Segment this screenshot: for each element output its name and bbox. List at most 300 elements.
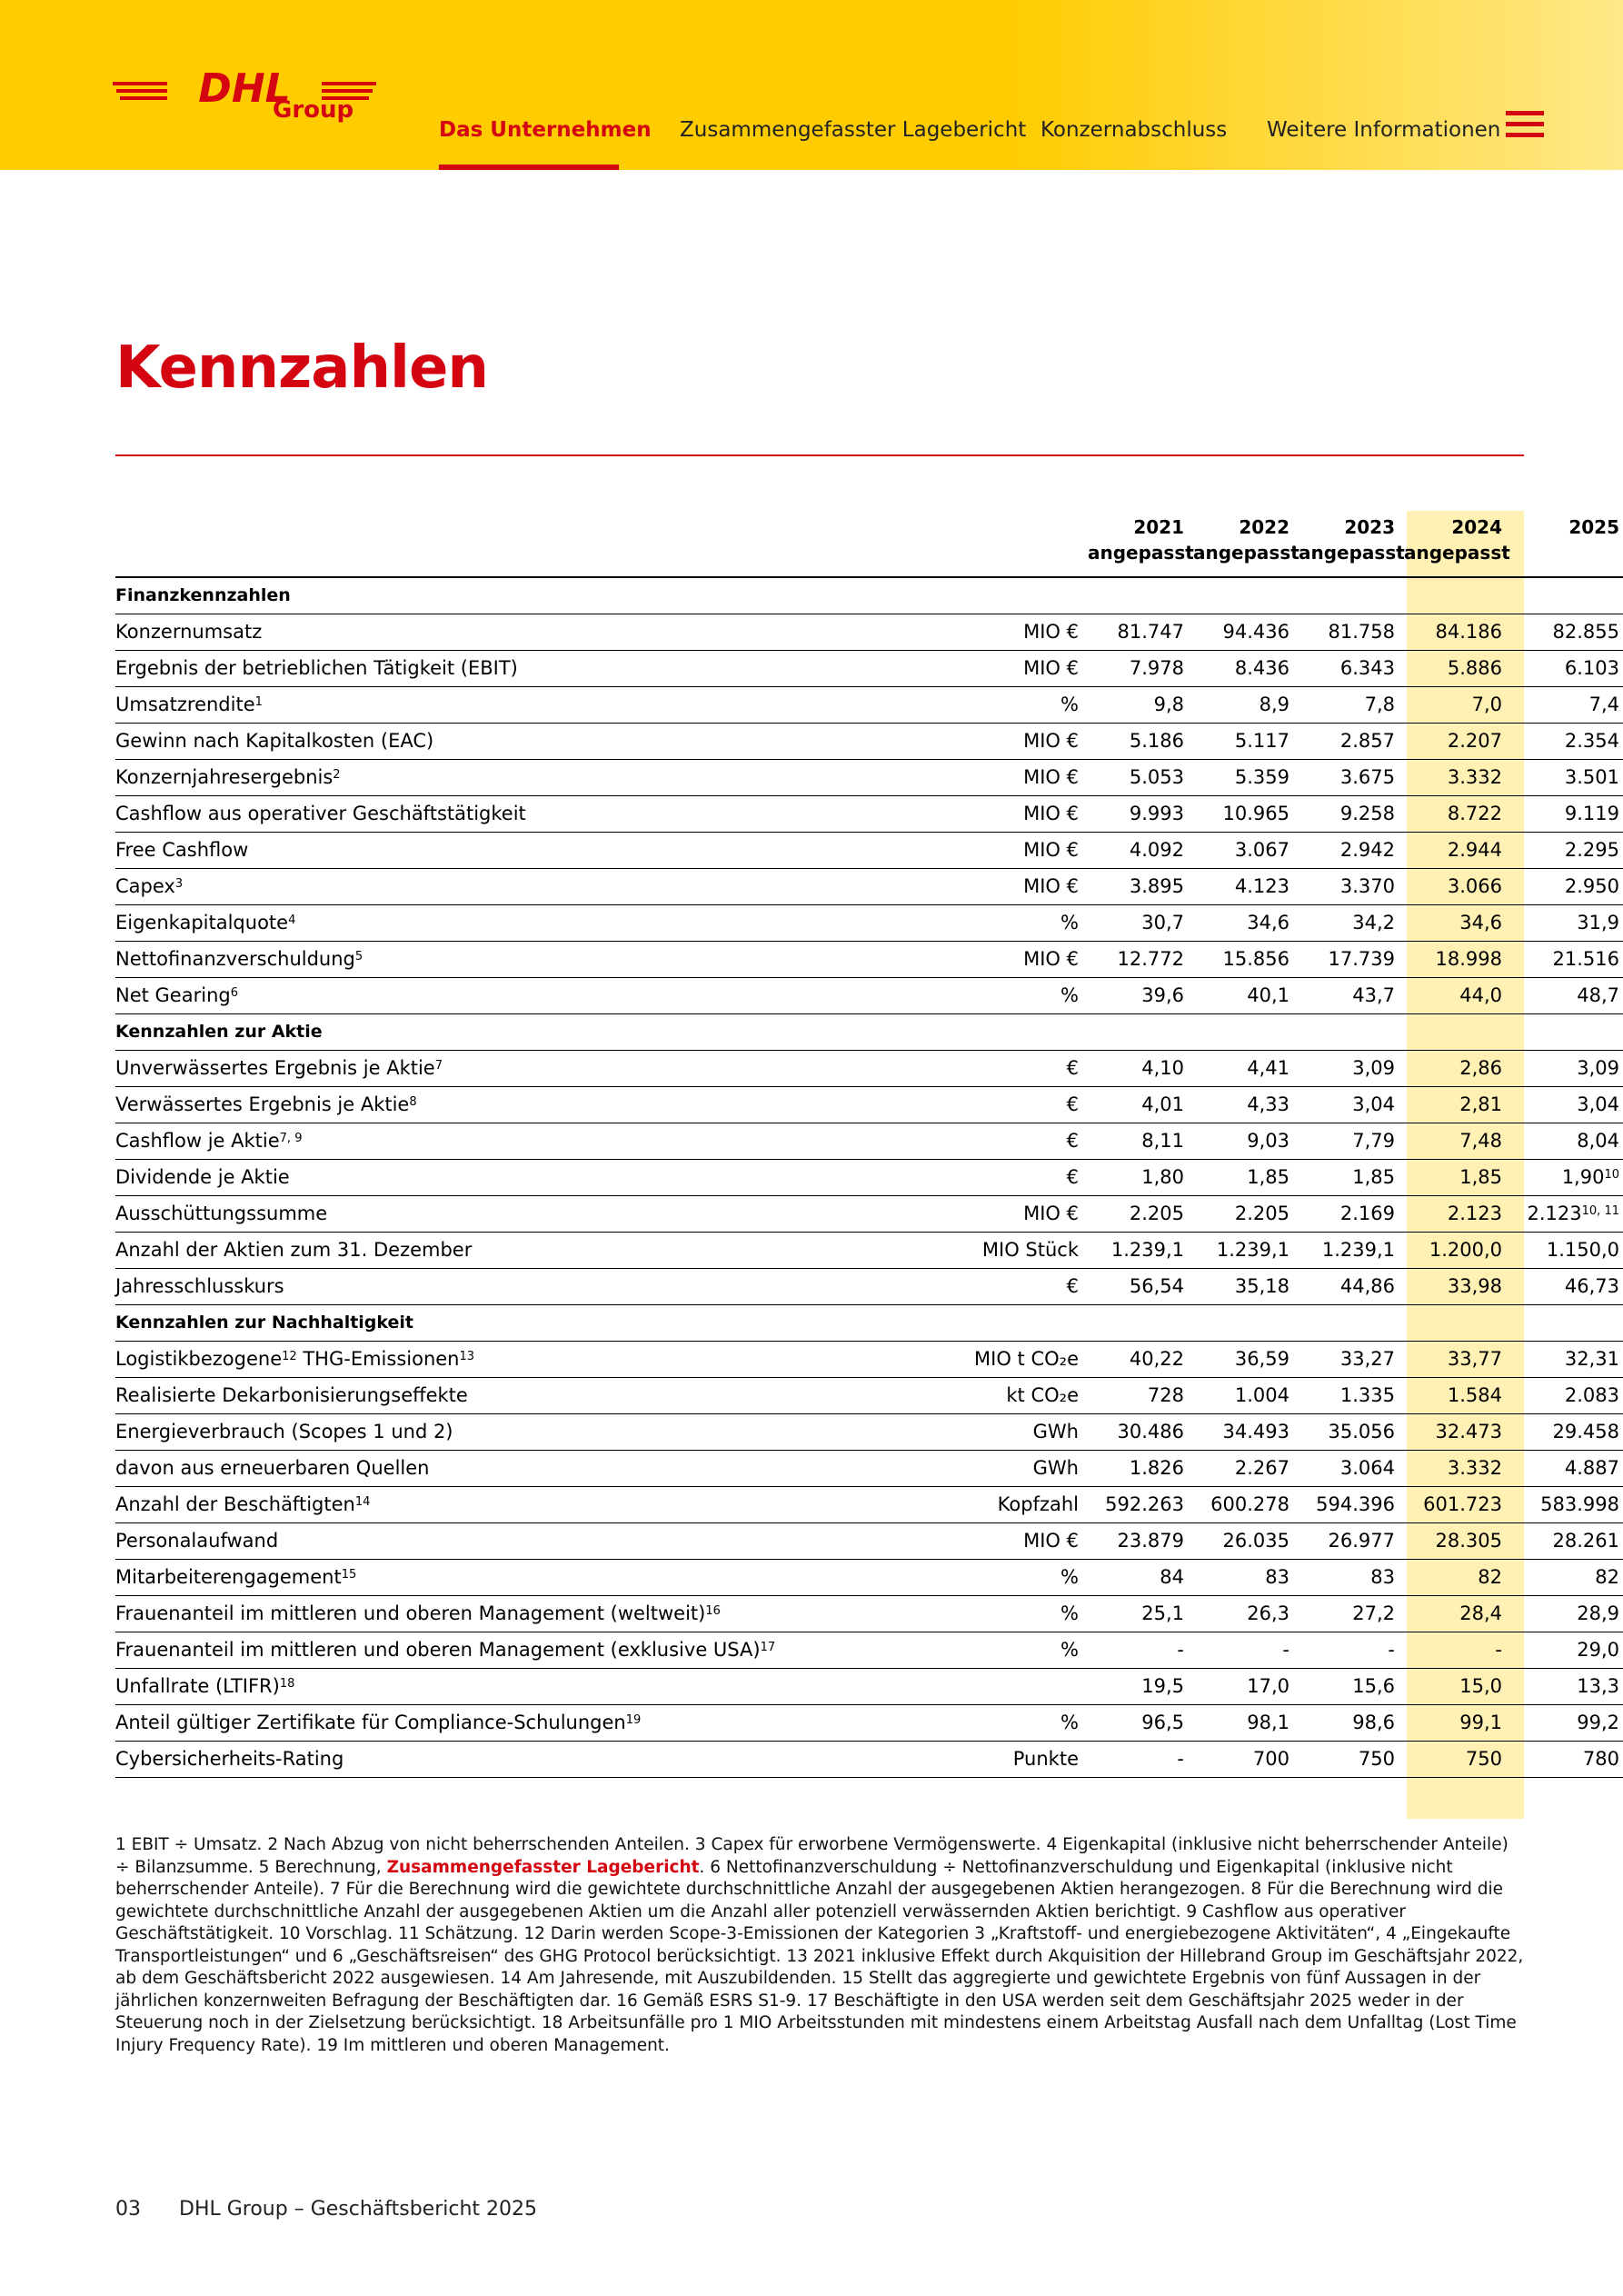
- row-label: Cashflow je Aktie$^{7, 9}$: [115, 1123, 842, 1160]
- footnote-link-lagebericht[interactable]: Zusammengefasster Lagebericht: [386, 1857, 700, 1877]
- value-cell: 94.436: [1193, 614, 1299, 651]
- row-unit: %: [842, 1632, 1088, 1669]
- row-label: Unverwässertes Ergebnis je Aktie$^7$: [115, 1051, 842, 1087]
- value-cell-2025: 82: [1511, 1560, 1623, 1596]
- value-cell: 4,41: [1193, 1051, 1299, 1087]
- table-row: [115, 869, 1623, 905]
- value-cell: 81.747: [1088, 614, 1193, 651]
- value-cell: 28,4: [1404, 1596, 1511, 1632]
- row-unit: Punkte: [842, 1742, 1088, 1778]
- value-cell: 10.965: [1193, 796, 1299, 833]
- row-unit: MIO t CO₂e: [842, 1342, 1088, 1378]
- row-label: Konzernjahresergebnis$^2$: [115, 760, 842, 796]
- row-label: Personalaufwand: [115, 1523, 842, 1560]
- value-cell: 2.205: [1088, 1196, 1193, 1233]
- top-header: [0, 0, 1623, 170]
- value-cell: 7.978: [1088, 651, 1193, 687]
- value-cell: 1,85: [1193, 1160, 1299, 1196]
- table-row: [115, 1414, 1623, 1451]
- value-cell: 8,9: [1193, 687, 1299, 724]
- row-unit: MIO €: [842, 760, 1088, 796]
- value-cell-2025: 2.083: [1511, 1378, 1623, 1414]
- value-cell: 5.886: [1404, 651, 1511, 687]
- value-cell-2025: 29,0: [1511, 1632, 1623, 1669]
- header-year: 2022 angepasst: [1193, 511, 1299, 577]
- value-cell: 34.493: [1193, 1414, 1299, 1451]
- value-cell: 18.998: [1404, 942, 1511, 978]
- value-cell: 4,10: [1088, 1051, 1193, 1087]
- value-cell: 3.064: [1299, 1451, 1404, 1487]
- table-row: [115, 905, 1623, 942]
- row-unit: MIO €: [842, 942, 1088, 978]
- header-year: 2021 angepasst: [1088, 511, 1193, 577]
- value-cell: 600.278: [1193, 1487, 1299, 1523]
- value-cell: 5.117: [1193, 724, 1299, 760]
- row-label: Gewinn nach Kapitalkosten (EAC): [115, 724, 842, 760]
- value-cell: 96,5: [1088, 1705, 1193, 1742]
- footnote-ref: 10, 11: [1581, 1204, 1619, 1218]
- header-year: 2024 angepasst: [1404, 511, 1511, 577]
- value-cell: 98,1: [1193, 1705, 1299, 1742]
- footnote-ref: 6: [230, 986, 238, 1000]
- empty-cell: [1299, 1014, 1404, 1051]
- value-cell: 2.205: [1193, 1196, 1299, 1233]
- value-cell: 33,27: [1299, 1342, 1404, 1378]
- empty-cell: [1088, 1014, 1193, 1051]
- value-cell: 34,6: [1193, 905, 1299, 942]
- empty-cell: [1511, 577, 1623, 614]
- row-label: Realisierte Dekarbonisierungseffekte: [115, 1378, 842, 1414]
- value-cell: 1.826: [1088, 1451, 1193, 1487]
- row-unit: [842, 1669, 1088, 1705]
- page-footer: [115, 2198, 537, 2221]
- value-cell: 750: [1404, 1742, 1511, 1778]
- value-cell: 3.067: [1193, 833, 1299, 869]
- value-cell: 2.944: [1404, 833, 1511, 869]
- value-cell: 34,6: [1404, 905, 1511, 942]
- value-cell: 40,1: [1193, 978, 1299, 1014]
- row-unit: €: [842, 1051, 1088, 1087]
- value-cell: 23.879: [1088, 1523, 1193, 1560]
- value-cell: 4.123: [1193, 869, 1299, 905]
- footnote-ref: 5: [354, 950, 363, 963]
- footnote-ref: 4: [288, 913, 296, 927]
- value-cell: 5.359: [1193, 760, 1299, 796]
- value-cell: 3.332: [1404, 760, 1511, 796]
- empty-cell: [1193, 1014, 1299, 1051]
- value-cell: 3.675: [1299, 760, 1404, 796]
- table-row: [115, 687, 1623, 724]
- value-cell-2025: 46,73: [1511, 1269, 1623, 1305]
- value-cell: 728: [1088, 1378, 1193, 1414]
- row-unit: MIO €: [842, 796, 1088, 833]
- value-cell-2025: 48,7: [1511, 978, 1623, 1014]
- page-number: 03: [115, 2198, 141, 2221]
- row-unit: MIO €: [842, 651, 1088, 687]
- row-label: Dividende je Aktie: [115, 1160, 842, 1196]
- section-header-row: [115, 1305, 1623, 1342]
- page-title: Kennzahlen: [115, 334, 488, 402]
- table-row: [115, 1233, 1623, 1269]
- value-cell: 2.267: [1193, 1451, 1299, 1487]
- value-cell-2025: 32,31: [1511, 1342, 1623, 1378]
- footer-text: DHL Group – Geschäftsbericht 2025: [179, 2198, 538, 2221]
- row-label: Cybersicherheits-Rating: [115, 1742, 842, 1778]
- value-cell-2025: 2.950: [1511, 869, 1623, 905]
- row-unit: MIO €: [842, 614, 1088, 651]
- row-label: Anzahl der Aktien zum 31. Dezember: [115, 1233, 842, 1269]
- footnote-ref: 10: [1604, 1168, 1619, 1182]
- footnote-ref: 12: [282, 1350, 297, 1363]
- value-cell: 35.056: [1299, 1414, 1404, 1451]
- value-cell: 4,33: [1193, 1087, 1299, 1123]
- row-label: Mitarbeiterengagement$^{15}$: [115, 1560, 842, 1596]
- row-unit: %: [842, 905, 1088, 942]
- value-cell: 1.239,1: [1088, 1233, 1193, 1269]
- value-cell: 2.123: [1404, 1196, 1511, 1233]
- value-cell: 35,18: [1193, 1269, 1299, 1305]
- row-unit: %: [842, 978, 1088, 1014]
- value-cell-2025: 99,2: [1511, 1705, 1623, 1742]
- table-row: [115, 1742, 1623, 1778]
- value-cell: 84: [1088, 1560, 1193, 1596]
- value-cell-2025: 2.123$^{10, 11}$: [1511, 1196, 1623, 1233]
- nav-konzernabschluss[interactable]: Konzernabschluss: [1041, 118, 1228, 142]
- row-label: Cashflow aus operativer Geschäftstätigkeit: [115, 796, 842, 833]
- value-cell: 594.396: [1299, 1487, 1404, 1523]
- footnote-ref: 8: [409, 1095, 417, 1109]
- row-label: Net Gearing$^6$: [115, 978, 842, 1014]
- row-label: Anteil gültiger Zertifikate für Compliance-Schulungen$^{19}$: [115, 1705, 842, 1742]
- value-cell: 44,0: [1404, 978, 1511, 1014]
- logo-group-label: Group: [273, 96, 354, 124]
- value-cell: 33,77: [1404, 1342, 1511, 1378]
- row-unit: €: [842, 1087, 1088, 1123]
- table-row: [115, 724, 1623, 760]
- value-cell: 9,03: [1193, 1123, 1299, 1160]
- value-cell-2025: 583.998: [1511, 1487, 1623, 1523]
- value-cell: 2.942: [1299, 833, 1404, 869]
- value-cell-2025: 1,90$^{10}$: [1511, 1160, 1623, 1196]
- value-cell: 39,6: [1088, 978, 1193, 1014]
- value-cell-2025: 9.119: [1511, 796, 1623, 833]
- table-row: [115, 796, 1623, 833]
- row-label: Frauenanteil im mittleren und oberen Management (exklusive USA)$^{17}$: [115, 1632, 842, 1669]
- value-cell: 1.239,1: [1299, 1233, 1404, 1269]
- row-unit: €: [842, 1160, 1088, 1196]
- empty-cell: [1088, 577, 1193, 614]
- empty-cell: [1299, 1305, 1404, 1342]
- section-header-row: [115, 1014, 1623, 1051]
- value-cell: 2,81: [1404, 1087, 1511, 1123]
- value-cell: 43,7: [1299, 978, 1404, 1014]
- row-label: Frauenanteil im mittleren und oberen Management (weltweit)$^{16}$: [115, 1596, 842, 1632]
- value-cell: 33,98: [1404, 1269, 1511, 1305]
- table-row: [115, 651, 1623, 687]
- value-cell: 2.169: [1299, 1196, 1404, 1233]
- table-row: [115, 1051, 1623, 1087]
- table-row: [115, 614, 1623, 651]
- value-cell-2025: 28.261: [1511, 1523, 1623, 1560]
- row-unit: kt CO₂e: [842, 1378, 1088, 1414]
- empty-cell: [1299, 577, 1404, 614]
- value-cell-2025: 6.103: [1511, 651, 1623, 687]
- row-label: Energieverbrauch (Scopes 1 und 2): [115, 1414, 842, 1451]
- value-cell: 5.053: [1088, 760, 1193, 796]
- row-unit: MIO €: [842, 724, 1088, 760]
- empty-cell: [1404, 1014, 1511, 1051]
- footnote-ref: 17: [760, 1641, 776, 1654]
- section-header-row: [115, 577, 1623, 614]
- value-cell: 36,59: [1193, 1342, 1299, 1378]
- row-label: Unfallrate (LTIFR)$^{18}$: [115, 1669, 842, 1705]
- footnotes: 1 EBIT ÷ Umsatz. 2 Nach Abzug von nicht beherrschenden Anteilen. 3 Capex für erworbene Vermögenswerte. 4 Eigenkapital (inklusive nicht beherrschender Anteile) ÷ Bilanzsumme. 5 Berechnung, Zusammengefasster Lagebericht. 6 Nettofinanzverschuldung ÷ Nettofinanzverschuldung und Eigenkapital (inklusive nicht beherrschender Anteile). 7 Für die Berechnung wird die gewichtete durchschnittliche Anzahl der ausgegebenen Aktien herangezogen. 8 Für die Berechnung wird die gewichtete durchschnittliche Anzahl der ausgegebenen Aktien um die Anzahl aller potenziell verwässernden Aktien berichtigt. 9 Cashflow aus operativer Geschäftstätigkeit. 10 Vorschlag. 11 Schätzung. 12 Darin werden Scope-3-Emissionen der Kategorien 3 „Kraftstoff- und energiebezogene Aktivitäten“, 4 „Eingekaufte Transportleistungen“ und 6 „Geschäftsreisen“ des GHG Protocol berücksichtigt. 13 2021 inklusive Effekt durch Akquisition der Hillebrand Group im Geschäftsjahr 2022, ab dem Geschäftsbericht 2022 ausgewiesen. 14 Am Jahresende, mit Auszubildenden. 15 Stellt das aggregierte und gewichtete Ergebnis von fünf Aussagen in der jährlichen konzernweiten Befragung der Beschäftigten dar. 16 Gemäß ESRS S1-9. 17 Beschäftigte in den USA werden seit dem Geschäftsjahr 2025 weder in der Steuerung noch in der Zielsetzung berücksichtigt. 18 Arbeitsunfälle pro 1 MIO Arbeitsstunden mit mindestens einem Arbeitstag Ausfall nach dem Unfalltag (Lost Time Injury Frequency Rate). 19 Im mittleren und oberen Management.: [115, 1835, 1524, 2055]
- table-row: [115, 1160, 1623, 1196]
- value-cell: 8.436: [1193, 651, 1299, 687]
- row-label: davon aus erneuerbaren Quellen: [115, 1451, 842, 1487]
- nav-zusammengefasster-lagebericht[interactable]: Zusammengefasster Lagebericht: [680, 118, 1027, 142]
- value-cell: 601.723: [1404, 1487, 1511, 1523]
- empty-cell: [1404, 1305, 1511, 1342]
- value-cell: 19,5: [1088, 1669, 1193, 1705]
- footnote-ref: 14: [354, 1495, 371, 1509]
- nav-weitere-informationen[interactable]: Weitere Informationen: [1267, 118, 1501, 142]
- value-cell: 32.473: [1404, 1414, 1511, 1451]
- row-label: Jahresschlusskurs: [115, 1269, 842, 1305]
- value-cell: 3.066: [1404, 869, 1511, 905]
- row-label: Verwässertes Ergebnis je Aktie$^8$: [115, 1087, 842, 1123]
- footnote-ref: 3: [174, 877, 184, 891]
- footnote-ref: 19: [625, 1713, 642, 1727]
- empty-cell: [1404, 577, 1511, 614]
- value-cell-2025: 780: [1511, 1742, 1623, 1778]
- table-row: [115, 833, 1623, 869]
- table-row: [115, 1087, 1623, 1123]
- header-year: 2025: [1511, 511, 1623, 577]
- section-title: Kennzahlen zur Nachhaltigkeit: [115, 1305, 842, 1342]
- value-cell: -: [1193, 1632, 1299, 1669]
- value-cell: 25,1: [1088, 1596, 1193, 1632]
- row-unit: %: [842, 1705, 1088, 1742]
- table-row: [115, 1342, 1623, 1378]
- value-cell: 750: [1299, 1742, 1404, 1778]
- value-cell: 4.092: [1088, 833, 1193, 869]
- value-cell-2025: 29.458: [1511, 1414, 1623, 1451]
- empty-cell: [842, 577, 1088, 614]
- footnote-ref: 7, 9: [279, 1132, 303, 1145]
- row-unit: MIO €: [842, 869, 1088, 905]
- empty-cell: [1193, 577, 1299, 614]
- value-cell-2025: 7,4: [1511, 687, 1623, 724]
- table-row: [115, 1123, 1623, 1160]
- footnote-ref: 18: [279, 1677, 295, 1691]
- table-row: [115, 942, 1623, 978]
- value-cell: 56,54: [1088, 1269, 1193, 1305]
- value-cell: 83: [1193, 1560, 1299, 1596]
- table-row: [115, 1451, 1623, 1487]
- kennzahlen-table-wrapper: [115, 511, 1619, 1778]
- table-row: [115, 1669, 1623, 1705]
- value-cell: 7,0: [1404, 687, 1511, 724]
- value-cell-2025: 31,9: [1511, 905, 1623, 942]
- value-cell: 9.258: [1299, 796, 1404, 833]
- value-cell: 7,48: [1404, 1123, 1511, 1160]
- row-unit: MIO €: [842, 833, 1088, 869]
- value-cell: 15,0: [1404, 1669, 1511, 1705]
- empty-cell: [1511, 1305, 1623, 1342]
- value-cell: 592.263: [1088, 1487, 1193, 1523]
- value-cell-2025: 13,3: [1511, 1669, 1623, 1705]
- value-cell: 30.486: [1088, 1414, 1193, 1451]
- value-cell: 17,0: [1193, 1669, 1299, 1705]
- row-label: Free Cashflow: [115, 833, 842, 869]
- value-cell: 83: [1299, 1560, 1404, 1596]
- value-cell-2025: 82.855: [1511, 614, 1623, 651]
- value-cell: 3.332: [1404, 1451, 1511, 1487]
- value-cell: 1,85: [1404, 1160, 1511, 1196]
- table-row: [115, 1596, 1623, 1632]
- value-cell: 12.772: [1088, 942, 1193, 978]
- row-label: Ausschüttungssumme: [115, 1196, 842, 1233]
- value-cell: 84.186: [1404, 614, 1511, 651]
- row-label: Logistikbezogene$^{12}$ THG-Emissionen$^{13}$: [115, 1342, 842, 1378]
- footnote-ref: 2: [333, 768, 341, 782]
- table-row: [115, 1705, 1623, 1742]
- value-cell: 5.186: [1088, 724, 1193, 760]
- section-title: Finanzkennzahlen: [115, 577, 842, 614]
- title-divider: [115, 454, 1524, 456]
- row-label: Eigenkapitalquote$^4$: [115, 905, 842, 942]
- value-cell: -: [1299, 1632, 1404, 1669]
- value-cell: 1.584: [1404, 1378, 1511, 1414]
- value-cell: 15.856: [1193, 942, 1299, 978]
- row-label: Anzahl der Beschäftigten$^{14}$: [115, 1487, 842, 1523]
- value-cell: 1,80: [1088, 1160, 1193, 1196]
- value-cell: 7,79: [1299, 1123, 1404, 1160]
- value-cell: 26.035: [1193, 1523, 1299, 1560]
- row-unit: €: [842, 1123, 1088, 1160]
- value-cell-2025: 8,04: [1511, 1123, 1623, 1160]
- nav-das-unternehmen[interactable]: Das Unternehmen: [439, 118, 652, 142]
- value-cell: 9.993: [1088, 796, 1193, 833]
- footnote-ref: 7: [434, 1059, 443, 1073]
- header-unit-col: [842, 511, 1088, 577]
- value-cell-2025: 3,09: [1511, 1051, 1623, 1087]
- row-unit: Kopfzahl: [842, 1487, 1088, 1523]
- value-cell: 1.004: [1193, 1378, 1299, 1414]
- table-row: [115, 1269, 1623, 1305]
- empty-cell: [842, 1305, 1088, 1342]
- table-row: [115, 1523, 1623, 1560]
- value-cell: 26,3: [1193, 1596, 1299, 1632]
- value-cell: 1.200,0: [1404, 1233, 1511, 1269]
- value-cell: 2,86: [1404, 1051, 1511, 1087]
- value-cell-2025: 21.516: [1511, 942, 1623, 978]
- value-cell: 700: [1193, 1742, 1299, 1778]
- row-label: Ergebnis der betrieblichen Tätigkeit (EBIT): [115, 651, 842, 687]
- footnote-ref: 15: [341, 1568, 357, 1582]
- value-cell: 2.857: [1299, 724, 1404, 760]
- row-unit: %: [842, 1560, 1088, 1596]
- value-cell-2025: 1.150,0: [1511, 1233, 1623, 1269]
- value-cell: 40,22: [1088, 1342, 1193, 1378]
- value-cell: 27,2: [1299, 1596, 1404, 1632]
- value-cell: 44,86: [1299, 1269, 1404, 1305]
- footnote-ref: 1: [254, 695, 263, 709]
- row-unit: GWh: [842, 1451, 1088, 1487]
- value-cell: 1,85: [1299, 1160, 1404, 1196]
- table-row: [115, 1378, 1623, 1414]
- value-cell-2025: 3,04: [1511, 1087, 1623, 1123]
- row-label: Nettofinanzverschuldung$^5$: [115, 942, 842, 978]
- kennzahlen-table: [115, 511, 1623, 1778]
- value-cell: 3.895: [1088, 869, 1193, 905]
- value-cell: -: [1404, 1632, 1511, 1669]
- value-cell: 3.370: [1299, 869, 1404, 905]
- value-cell: 99,1: [1404, 1705, 1511, 1742]
- value-cell-2025: 3.501: [1511, 760, 1623, 796]
- row-unit: MIO €: [842, 1523, 1088, 1560]
- value-cell: 4,01: [1088, 1087, 1193, 1123]
- logo-text: DHL: [198, 65, 291, 112]
- table-row: [115, 760, 1623, 796]
- footnote-ref: 13: [459, 1350, 475, 1363]
- value-cell-2025: 4.887: [1511, 1451, 1623, 1487]
- value-cell: 1.335: [1299, 1378, 1404, 1414]
- empty-cell: [1511, 1014, 1623, 1051]
- table-row: [115, 1196, 1623, 1233]
- value-cell: 3,04: [1299, 1087, 1404, 1123]
- row-label: Konzernumsatz: [115, 614, 842, 651]
- value-cell: 15,6: [1299, 1669, 1404, 1705]
- value-cell: 81.758: [1299, 614, 1404, 651]
- value-cell: 8,11: [1088, 1123, 1193, 1160]
- value-cell: 34,2: [1299, 905, 1404, 942]
- empty-cell: [842, 1014, 1088, 1051]
- value-cell: 98,6: [1299, 1705, 1404, 1742]
- row-label: Capex$^3$: [115, 869, 842, 905]
- row-unit: GWh: [842, 1414, 1088, 1451]
- value-cell: 28.305: [1404, 1523, 1511, 1560]
- value-cell-2025: 2.354: [1511, 724, 1623, 760]
- table-row: [115, 978, 1623, 1014]
- value-cell-2025: 28,9: [1511, 1596, 1623, 1632]
- value-cell: 8.722: [1404, 796, 1511, 833]
- value-cell: 1.239,1: [1193, 1233, 1299, 1269]
- row-unit: %: [842, 1596, 1088, 1632]
- value-cell: 6.343: [1299, 651, 1404, 687]
- value-cell: 7,8: [1299, 687, 1404, 724]
- footnote-ref: 16: [705, 1604, 721, 1618]
- value-cell: -: [1088, 1742, 1193, 1778]
- value-cell-2025: 2.295: [1511, 833, 1623, 869]
- nav-active-indicator: [439, 165, 619, 170]
- hamburger-icon[interactable]: [1506, 111, 1544, 138]
- value-cell: 17.739: [1299, 942, 1404, 978]
- section-title: Kennzahlen zur Aktie: [115, 1014, 842, 1051]
- empty-cell: [1088, 1305, 1193, 1342]
- row-unit: %: [842, 687, 1088, 724]
- value-cell: 3,09: [1299, 1051, 1404, 1087]
- value-cell: 26.977: [1299, 1523, 1404, 1560]
- header-label-col: [115, 511, 842, 577]
- empty-cell: [1193, 1305, 1299, 1342]
- row-unit: MIO €: [842, 1196, 1088, 1233]
- table-header-row: [115, 511, 1623, 577]
- value-cell: 82: [1404, 1560, 1511, 1596]
- value-cell: 9,8: [1088, 687, 1193, 724]
- row-unit: MIO Stück: [842, 1233, 1088, 1269]
